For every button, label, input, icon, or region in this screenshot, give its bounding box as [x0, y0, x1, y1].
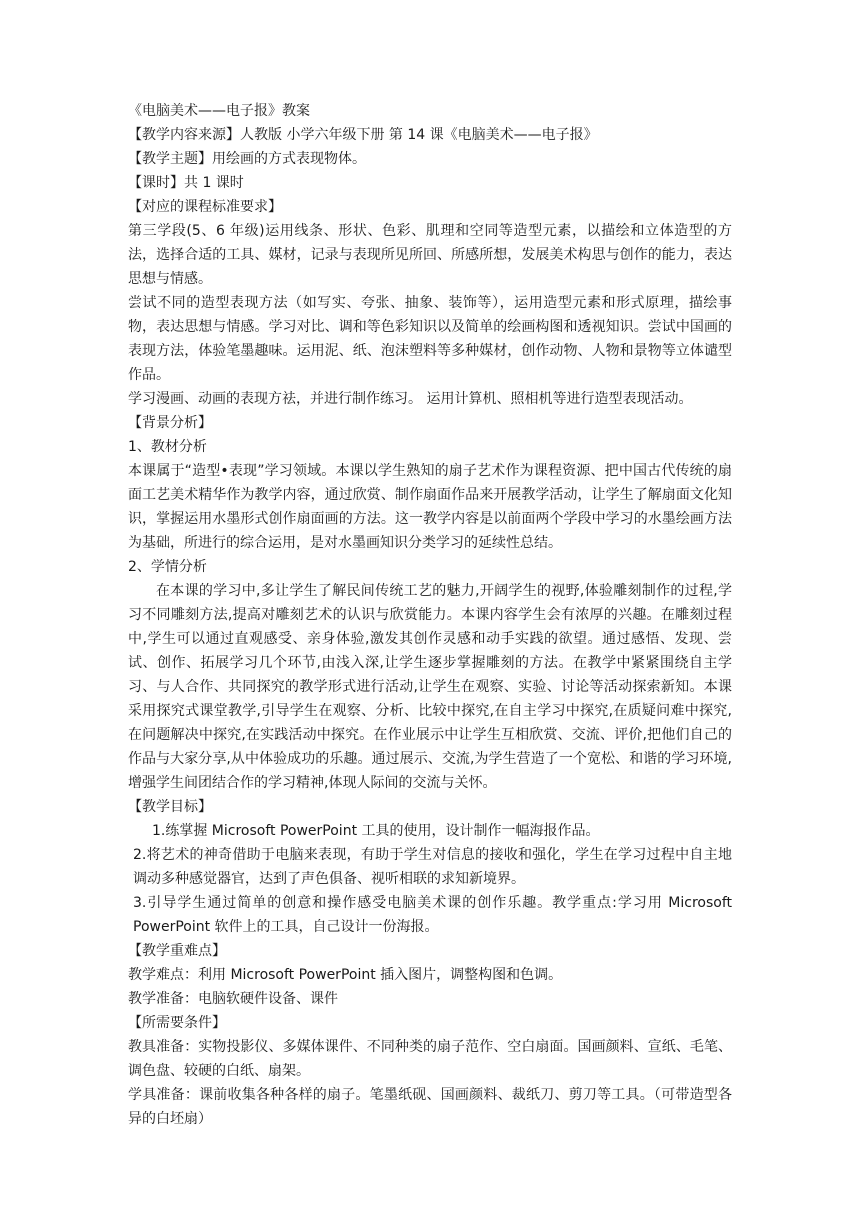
student-tools: 学具准备：课前收集各种各样的扇子。笔墨纸砚、国画颜料、裁纸刀、剪刀等工具。（可带造型各异的白坯扇）	[128, 1087, 732, 1127]
goal-2: 2.将艺术的神奇借助于电脑来表现，有助于学生对信息的接收和强化，学生在学习过程中自主地调动多种感觉器官，达到了声色俱备、视听相联的求知新境界。	[133, 847, 732, 887]
content-source: 【教学内容来源】人教版 小学六年级下册 第 14 课《电脑美术——电子报》	[128, 127, 598, 143]
standards-paragraph-1: 第三学段(5、6 年级)运用线条、形状、色彩、肌理和空同等造型元素，以描绘和立体造型的方法，选择合适的工具、媒材，记录与表现所见所回、所感所想，发展美术构思与创作的能力，表达思想与情感。	[128, 223, 732, 287]
standards-heading: 【对应的课程标准要求】	[128, 199, 282, 215]
goals-heading: 【教学目标】	[128, 799, 212, 815]
teaching-preparation: 教学准备：电脑软硬件设备、课件	[128, 991, 338, 1007]
student-analysis-heading: 2、学情分析	[128, 559, 207, 575]
key-points-heading: 【教学重难点】	[128, 943, 226, 959]
lesson-plan-document	[128, 99, 732, 1131]
student-analysis-paragraph: 在本课的学习中,多让学生了解民间传统工艺的魅力,开阔学生的视野,体验雕刻制作的过程,学习不同雕刻方法,提高对雕刻艺术的认识与欣赏能力。本课内容学生会有浓厚的兴趣。在雕刻过程中,学生可以通过直观感受、亲身体验,激发其创作灵感和动手实践的欲望。通过感悟、发现、尝试、创作、拓展学习几个环节,由浅入深,让学生逐步掌握雕刻的方法。在教学中紧紧围绕自主学习、与人合作、共同探究的教学形式进行活动,让学生在观察、实验、讨论等活动探索新知。本课采用探究式课堂教学,引导学生在观察、分析、比较中探究,在自主学习中探究,在质疑问难中探究,在问题解决中探究,在实践活动中探究。在作业展示中让学生互相欣赏、交流、评价,把他们自己的作品与大家分享,从中体验成功的乐趣。通过展示、交流,为学生营造了一个宽松、和谐的学习环境,增强学生间团结合作的学习精神,体现人际间的交流与关怀。	[128, 583, 732, 791]
conditions-heading: 【所需要条件】	[128, 1015, 226, 1031]
standards-paragraph-2: 尝试不同的造型表现方法（如写实、夸张、抽象、装饰等），运用造型元素和形式原理，描绘事物，表达思想与情感。学习对比、调和等色彩知识以及简单的绘画构图和透视知识。尝试中国画的表现方法，体验笔墨趣味。运用泥、纸、泡沫塑料等多种媒材，创作动物、人物和景物等立体谴型作品。	[128, 295, 732, 383]
class-hours: 【课时】共 1 课时	[128, 175, 244, 191]
document-title: 《电脑美术——电子报》教案	[128, 103, 310, 119]
teacher-tools: 教具准备：实物投影仪、多媒体课件、不同种类的扇子范作、空白扇面。国画颜料、宣纸、毛笔、调色盘、较硬的白纸、扇架。	[128, 1039, 732, 1079]
teaching-theme: 【教学主题】用绘画的方式表现物体。	[128, 151, 366, 167]
goal-1: 1.练掌握 Microsoft PowerPoint 工具的使用，设计制作一幅海报作品。	[152, 823, 600, 839]
textbook-analysis-heading: 1、教材分析	[128, 439, 207, 455]
textbook-analysis-paragraph: 本课属于“造型•表现”学习领域。本课以学生熟知的扇子艺术作为课程资源、把中国古代传统的扇面工艺美术精华作为教学内容，通过欣赏、制作扇面作品来开展教学活动，让学生了解扇面文化知识，掌握运用水墨形式创作扇面画的方法。这一教学内容是以前面两个学段中学习的水墨绘画方法为基础，所进行的综合运用，是对水墨画知识分类学习的延续性总结。	[128, 463, 732, 551]
background-heading: 【背景分析】	[128, 415, 212, 431]
teaching-difficulty: 教学难点：利用 Microsoft PowerPoint 插入图片，调整构图和色调。	[128, 967, 563, 983]
standards-paragraph-3: 学习漫画、动画的表现方祛，并进行制作练习。 运用计算机、照相机等进行造型表现活动。	[128, 391, 693, 407]
goal-3: 3.引导学生通过简单的创意和操作感受电脑美术课的创作乐趣。教学重点:学习用 Microsoft PowerPoint 软件上的工具，自己设计一份海报。	[133, 895, 732, 935]
